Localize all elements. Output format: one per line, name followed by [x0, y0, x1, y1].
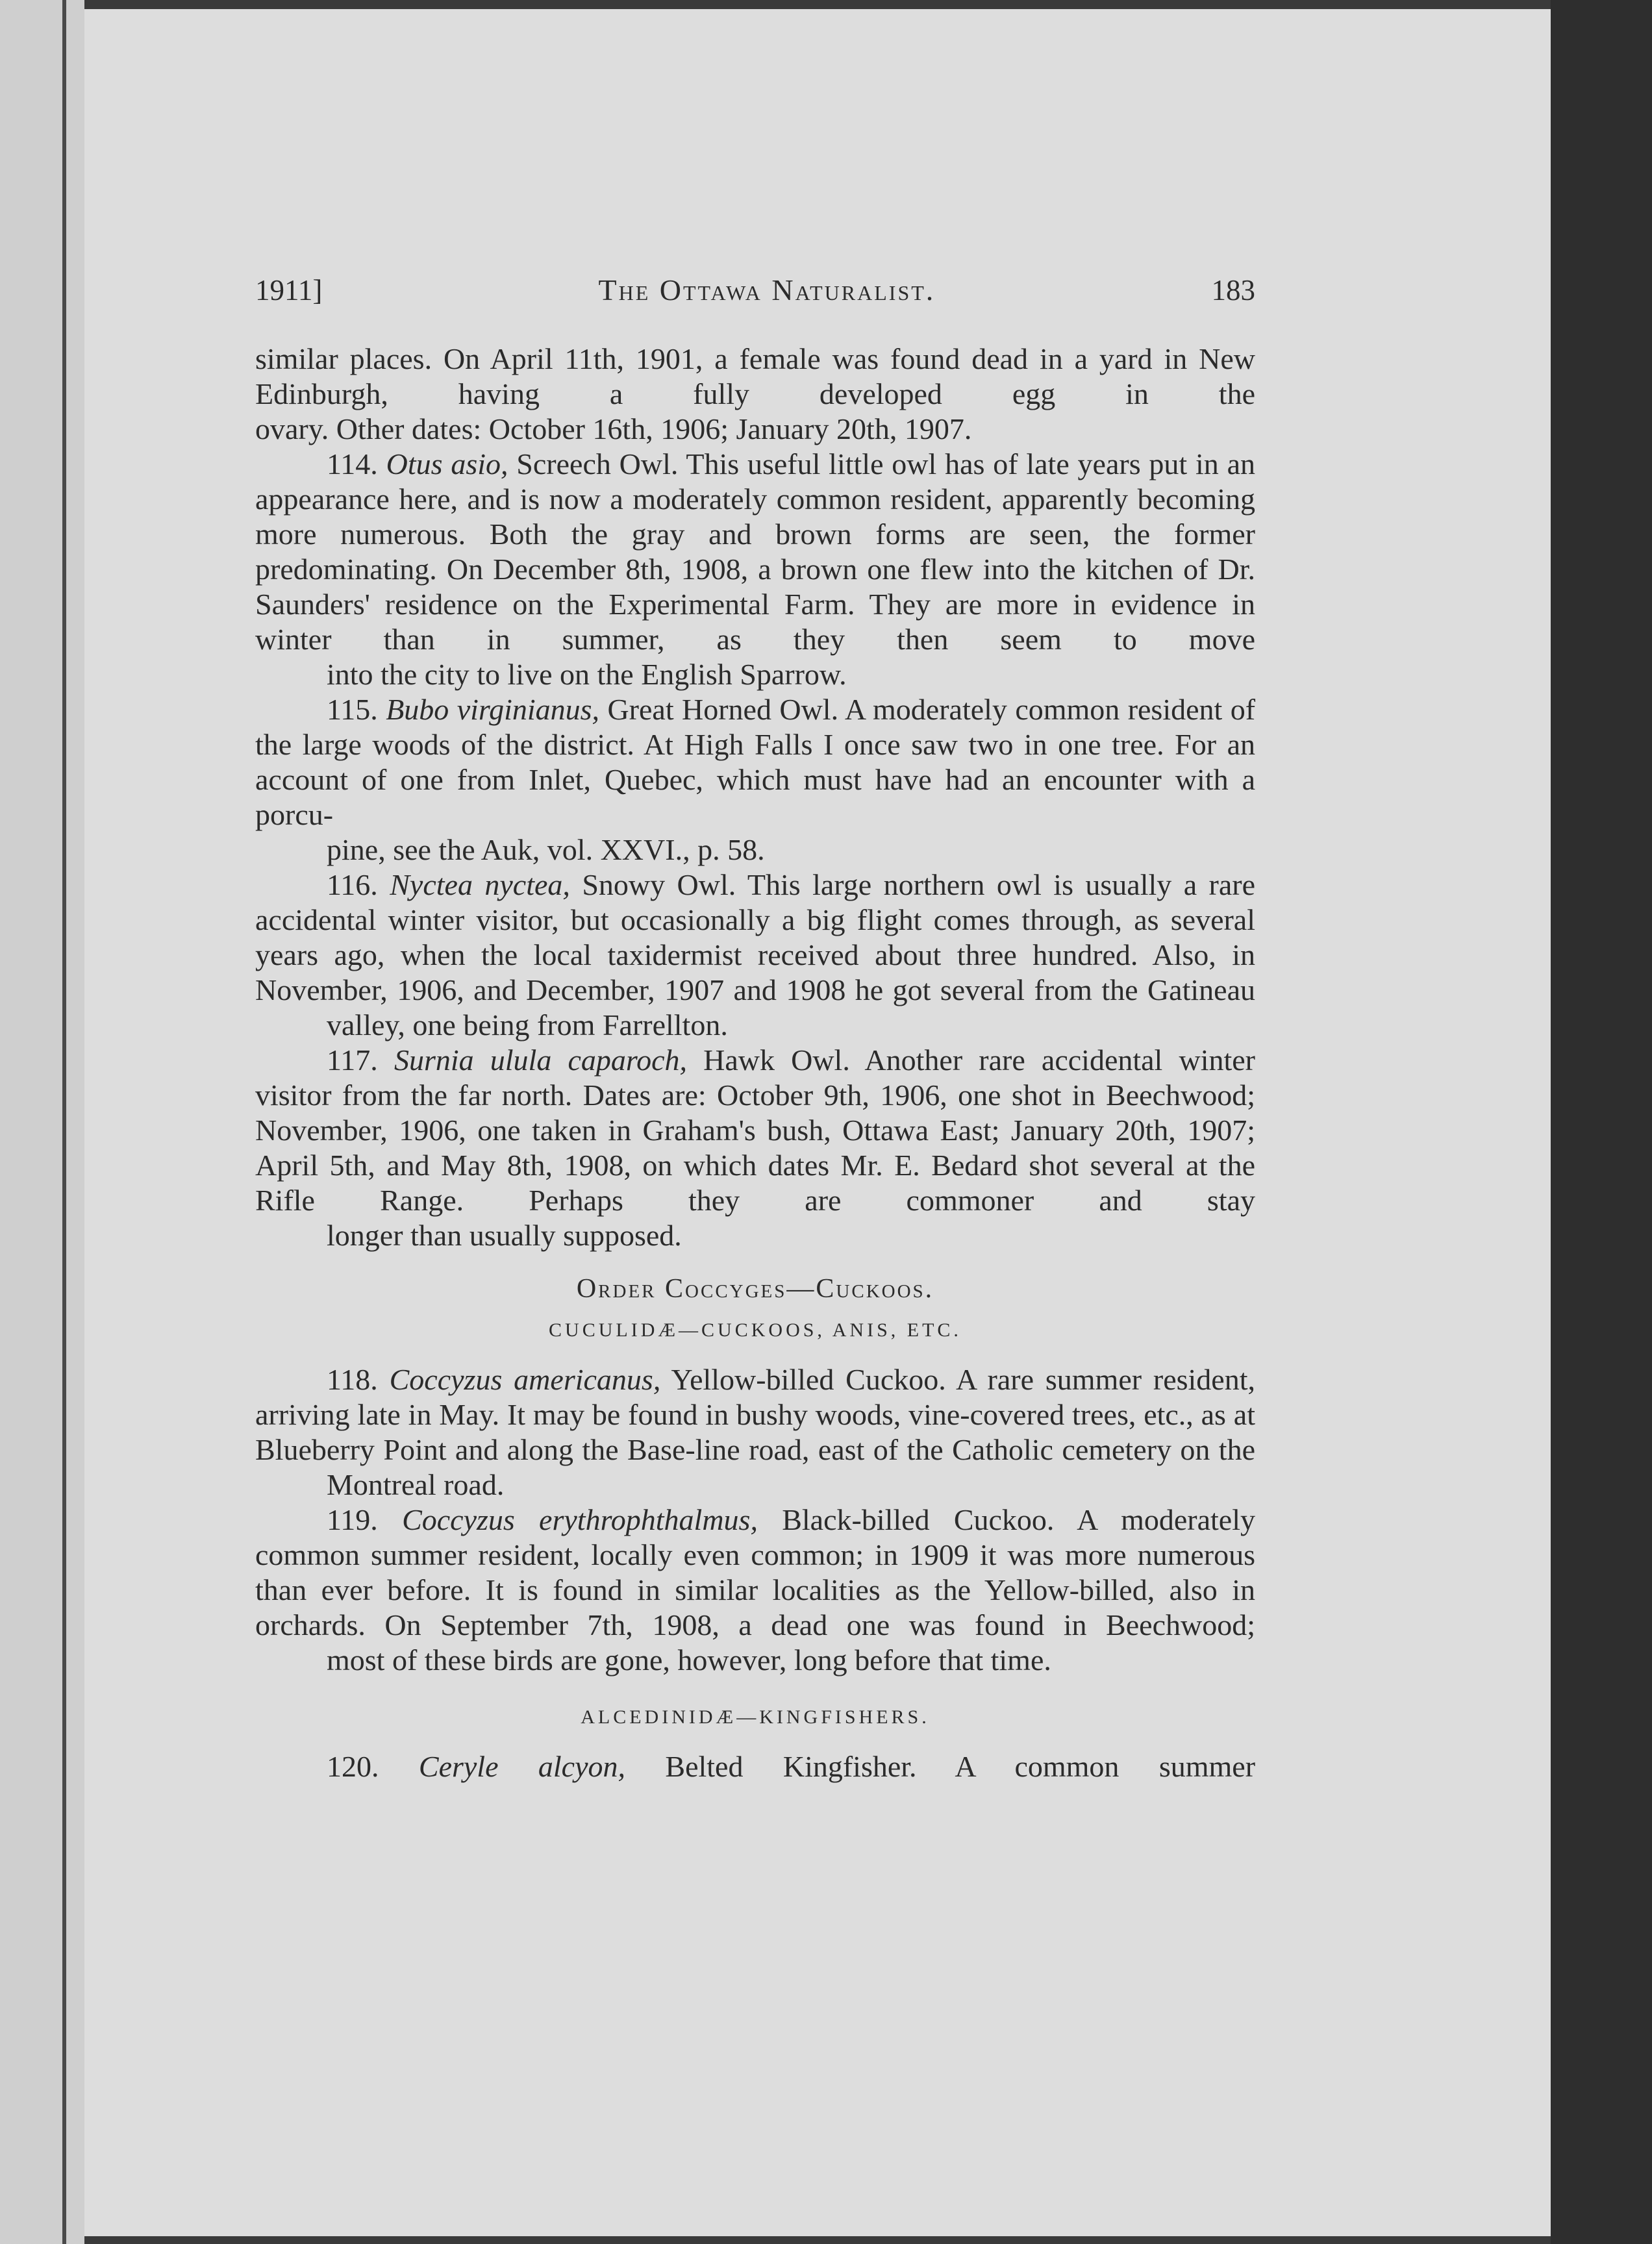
film-margin-right [1551, 0, 1652, 2244]
family-heading-cuculidae: CUCULIDÆ—CUCKOOS, ANIS, ETC. [549, 1319, 962, 1341]
text-column [255, 273, 1255, 1784]
entry-number: 116. [327, 868, 378, 901]
family-heading-alcedinidae: ALCEDINIDÆ—KINGFISHERS. [581, 1706, 930, 1728]
entry-number: 119. [327, 1503, 378, 1536]
species-entry-118 [255, 1362, 1255, 1502]
line: ovary. Other dates: October 16th, 1906; January 20th, 1907. [255, 412, 972, 445]
entry-text: Screech Owl. This useful little owl has of late years put in an appearance here, and is now a moderately common resident, apparently becoming more numerous. Both the gray and brown forms are seen, the former predominating. On December 8th, 1908, a brown one flew into the kitchen of Dr. Saunders' residence on the Experimental Farm. They are more in evidence in winter than in summer, as they then seem to move [255, 447, 1255, 656]
species-entry-120 [255, 1749, 1255, 1784]
entry-last-line: into the city to live on the English Sparrow. [327, 658, 847, 691]
running-head [255, 273, 1255, 316]
film-edge-line [62, 0, 66, 2244]
entry-text: Great Horned Owl. A moderately common resident of the large woods of the district. At High Falls I once saw two in one tree. For an account of one from Inlet, Quebec, which must have had an encounter with a porcu- [255, 693, 1256, 831]
species-entry-116 [255, 867, 1255, 1043]
running-head-title: The Ottawa Naturalist. [598, 273, 936, 306]
species-entry-115 [255, 692, 1255, 867]
species-entry-117 [255, 1043, 1255, 1253]
entry-last-line: Montreal road. [327, 1468, 505, 1501]
line: similar places. On April 11th, 1901, a female was found dead [255, 342, 1029, 375]
continued-paragraph [255, 342, 1255, 447]
film-margin-left [0, 0, 84, 2244]
scientific-name: Surnia ulula caparoch, [394, 1043, 687, 1077]
entry-last-line: pine, see the Auk, vol. XXVI., p. 58. [327, 833, 765, 866]
scientific-name: Ceryle alcyon, [418, 1750, 626, 1783]
entry-number: 120. [327, 1750, 379, 1783]
entry-number: 114. [327, 447, 378, 480]
page-number: 183 [1211, 274, 1255, 306]
entry-text: Belted Kingfisher. A common summer [625, 1750, 1256, 1783]
scientific-name: Bubo virginianus, [386, 693, 600, 726]
entry-text: Yellow-billed Cuckoo. A rare summer resident, arriving late in May. It may be found in bushy woods, vine-covered trees, etc., as at Blueberry Point and along the Base-line road, east of the Catholic cemetery on the [255, 1363, 1255, 1466]
entry-number: 118. [327, 1363, 378, 1396]
entry-last-line: valley, one being from Farrellton. [327, 1008, 728, 1041]
entry-last-line: longer than usually supposed. [327, 1219, 682, 1252]
order-heading: Order Coccyges—Cuckoos. [576, 1274, 934, 1304]
running-head-year: 1911] [255, 274, 323, 306]
scientific-name: Otus asio, [386, 447, 508, 480]
entry-last-line: most of these birds are gone, however, long before that time. [327, 1643, 1051, 1677]
entry-text: Hawk Owl. Another rare accidental winter visitor from the far north. Dates are: October 9th, 1906, one shot in Beechwood; November, 1906, one taken in Graham's bush, Ottawa East; January 20th, 1907; April 5th, and May 8th, 1908, on which dates Mr. E. Bedard shot several at the Rifle Range. Perhaps they are commoner and stay [255, 1043, 1255, 1217]
line: in a yard in New Edinburgh, having a fully developed egg in the [255, 342, 1256, 410]
entry-number: 115. [327, 693, 378, 726]
species-entry-114 [255, 447, 1255, 692]
species-entry-119 [255, 1502, 1255, 1678]
entry-text: Snowy Owl. This large northern owl is usually a rare accidental winter visitor, but occasionally a big flight comes through, as several years ago, when the local taxidermist received about three hundred. Also, in November, 1906, and December, 1907 and 1908 he got several from the Gatineau [255, 868, 1256, 1006]
scientific-name: Coccyzus erythrophthalmus, [402, 1503, 758, 1536]
scientific-name: Coccyzus americanus, [389, 1363, 661, 1396]
scientific-name: Nyctea nyctea, [390, 868, 570, 901]
entry-number: 117. [327, 1043, 378, 1077]
entry-text: Black-billed Cuckoo. A moderately common summer resident, locally even common; in 1909 it was more numerous than ever before. It is found in similar localities as the Yellow-billed, also in orchards. On September 7th, 1908, a dead one was found in Beechwood; [255, 1503, 1255, 1641]
